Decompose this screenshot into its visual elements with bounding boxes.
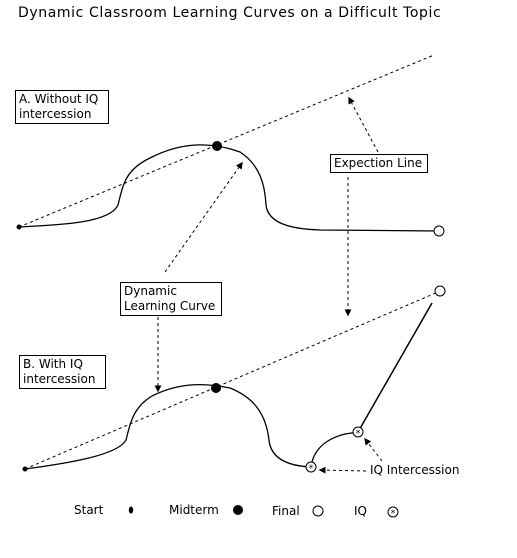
arrow-expection-to-line-a	[349, 98, 378, 152]
dynamic-learning-curve-callout	[120, 282, 222, 316]
final-marker-b	[435, 286, 445, 296]
legend-final-icon	[313, 506, 323, 516]
panel-b-label	[19, 355, 106, 389]
svg-text:*: *	[308, 464, 314, 474]
midterm-marker-b	[211, 383, 221, 393]
iq-recovery-curve	[311, 432, 358, 467]
panel-b-label-line2: intercession	[23, 372, 96, 386]
expection-line-callout	[330, 154, 428, 173]
learning-curve-b	[25, 385, 311, 469]
midterm-marker-a	[212, 141, 222, 151]
start-marker-b	[23, 467, 28, 472]
legend-start-label: Start	[74, 503, 104, 517]
panel-a-label	[15, 90, 109, 124]
legend-midterm-label: Midterm	[169, 503, 219, 517]
final-marker-a	[434, 226, 444, 236]
legend-iq-label: IQ	[354, 504, 367, 518]
start-marker-a	[17, 225, 22, 230]
legend-midterm-icon	[233, 505, 243, 515]
panel-a-label-line2: intercession	[19, 107, 92, 121]
svg-text:*: *	[355, 429, 361, 439]
iq-rise-line	[358, 303, 432, 432]
legend-start-icon	[129, 507, 133, 514]
dynamic-curve-line1: Dynamic	[124, 284, 177, 298]
legend-final-label: Final	[272, 504, 300, 518]
panel-b-label-line1: B. With IQ	[23, 357, 83, 371]
iq-marker-2	[353, 427, 363, 439]
arrow-iq-to-marker-1	[320, 470, 366, 471]
iq-marker-1	[306, 462, 316, 474]
legend-iq-icon	[388, 507, 398, 519]
diagram-title: Dynamic Classroom Learning Curves on a Difficult Topic	[18, 5, 442, 21]
dynamic-curve-line2: Learning Curve	[124, 299, 216, 313]
arrow-dynamic-to-curve-a	[165, 163, 242, 272]
expection-line-callout-text: Expection Line	[334, 156, 423, 170]
iq-intercession-label: IQ Intercession	[370, 463, 460, 477]
arrow-iq-to-marker-2	[365, 439, 382, 461]
svg-text:*: *	[390, 509, 396, 519]
panel-a-label-line1: A. Without IQ	[19, 92, 99, 106]
